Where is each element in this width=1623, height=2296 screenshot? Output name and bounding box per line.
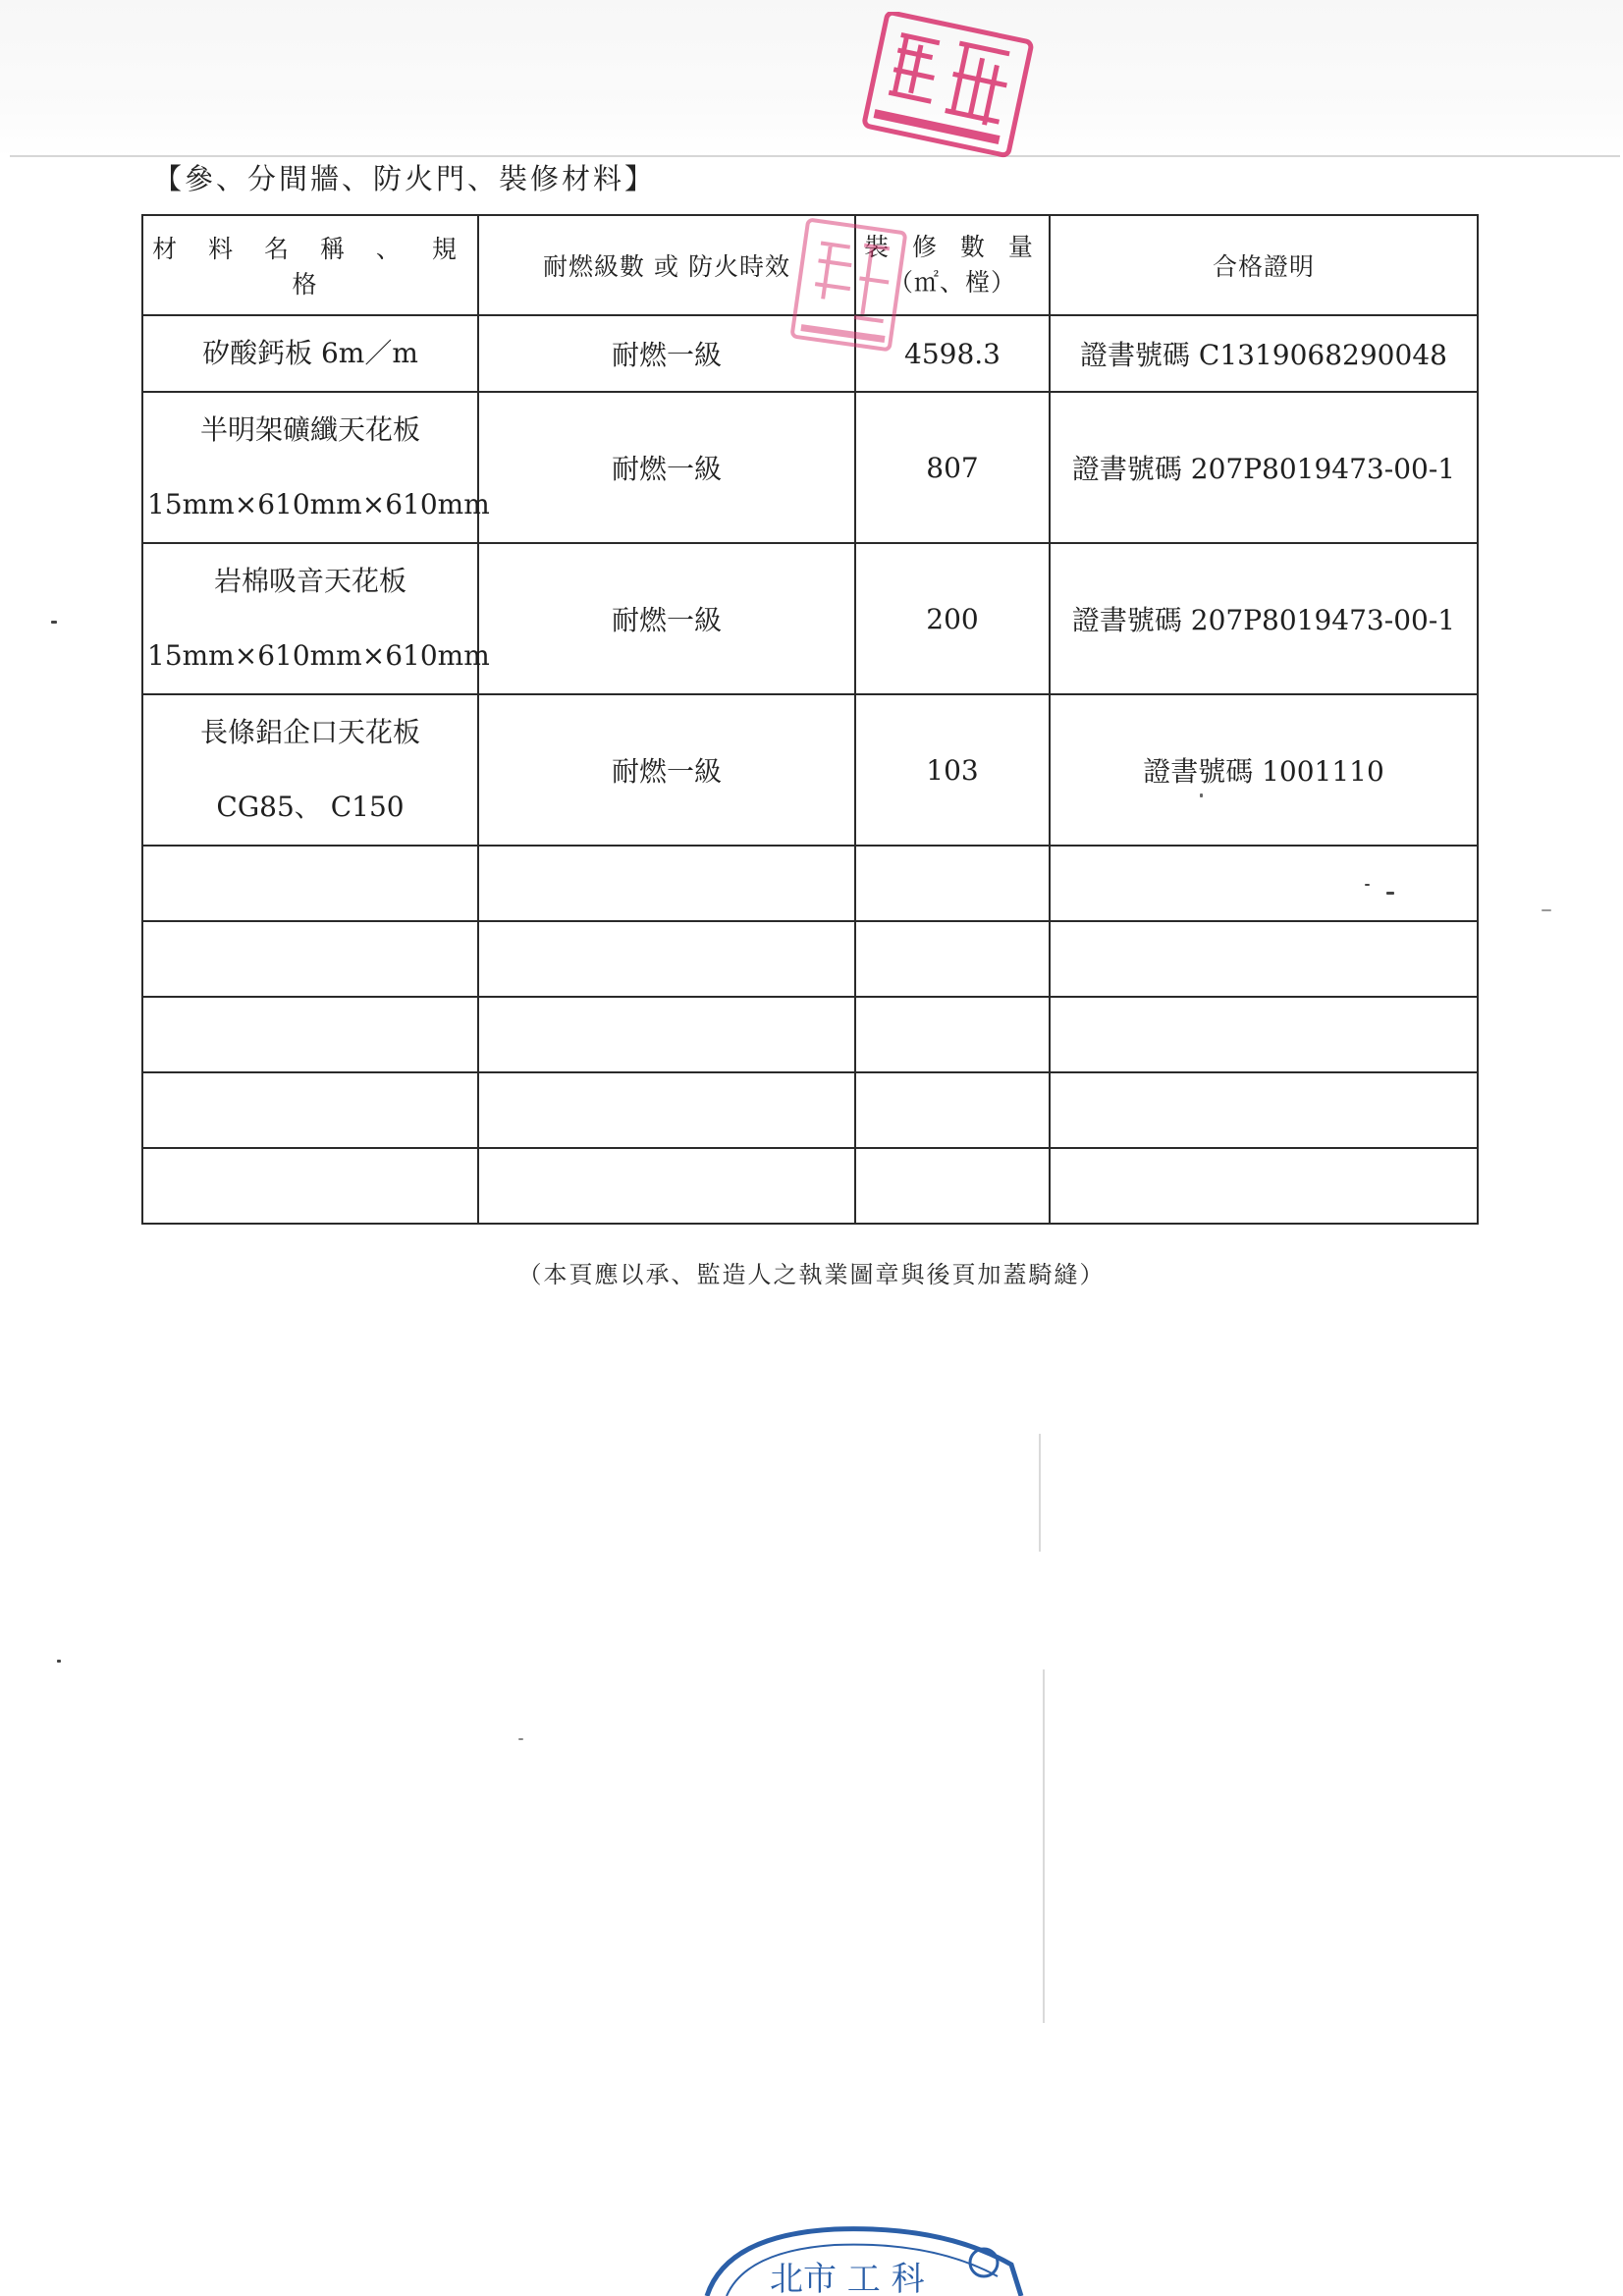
empty-table-row [142,997,1478,1072]
empty-cell [855,997,1050,1072]
header-certificate: 合格證明 [1050,215,1478,315]
certificate-cell: 證書號碼 207P8019473-00-1 [1050,392,1478,543]
fire-rating-cell: 耐燃一級 [478,543,855,694]
seal-stamp-top [852,12,1039,159]
material-spec: 15mm×610mm×610mm [147,488,490,520]
fire-rating-cell: 耐燃一級 [478,392,855,543]
empty-cell [855,846,1050,921]
empty-cell [855,921,1050,997]
seal-stamp-bottom [687,2225,1041,2296]
scan-faint-line [1039,1434,1041,1552]
empty-table-row [142,921,1478,997]
material-cell [142,694,478,846]
material-name: 半明架礦纖天花板 [199,413,420,446]
scan-speck [57,1660,61,1663]
scan-speck [1200,793,1203,797]
scan-speck [518,1738,523,1740]
empty-cell [855,1072,1050,1148]
empty-cell [1050,1072,1478,1148]
certificate-cell: 證書號碼 1001110 [1050,694,1478,846]
empty-cell [478,997,855,1072]
seal-stamp-overlap [785,214,913,361]
empty-cell [1050,1148,1478,1224]
material-name: 長條鋁企口天花板 [199,716,420,748]
scan-speck [51,621,57,624]
material-spec: 15mm×610mm×610mm [147,639,490,672]
footnote: （本頁應以承、監造人之執業圖章與後頁加蓋騎縫） [517,1261,1106,1288]
empty-table-row [142,1072,1478,1148]
quantity-cell: 103 [855,694,1050,846]
material-cell [142,543,490,694]
certificate-cell: 證書號碼 207P8019473-00-1 [1050,543,1478,694]
section-title: 【參、分間牆、防火門、裝修材料】 [153,162,657,195]
empty-cell [855,1148,1050,1224]
fire-rating-cell: 耐燃一級 [478,315,855,392]
empty-cell [478,1148,855,1224]
empty-cell [142,921,478,997]
fire-rating-cell: 耐燃一級 [478,694,855,846]
scan-top-shading [0,0,1623,157]
empty-cell [142,1072,478,1148]
empty-cell [478,1072,855,1148]
table-row [142,694,1478,846]
material-name: 岩棉吸音天花板 [213,565,406,597]
scan-faint-line [1043,1669,1045,2023]
empty-cell [478,921,855,997]
quantity-cell: 200 [855,543,1050,694]
table-row [142,543,1478,694]
empty-cell [1050,921,1478,997]
empty-cell [142,997,478,1072]
header-quantity-line1: 裝 修 數 量 [864,233,1041,261]
bottom-stamp-text: 北市 工 科 [770,2260,925,2296]
material-cell [142,392,490,543]
material-cell [142,315,478,392]
empty-cell [478,846,855,921]
empty-cell [142,1148,478,1224]
material-spec: CG85、 C150 [216,791,405,823]
empty-table-row [142,846,1478,921]
materials-table [141,214,1479,1225]
scan-speck [1542,909,1551,911]
certificate-cell: 證書號碼 C1319068290048 [1050,315,1478,392]
table-row [142,392,1478,543]
header-material: 材 料 名 稱 、 規 格 [142,215,478,315]
quantity-cell: 4598.3 [855,315,1050,392]
scan-speck [1386,892,1394,895]
empty-table-row [142,1148,1478,1224]
empty-cell [1050,846,1478,921]
material-name: 矽酸鈣板 6m／m [202,337,418,369]
header-fire-rating: 耐燃級數 或 防火時效 [478,215,855,315]
empty-cell [142,846,478,921]
quantity-cell: 807 [855,392,1050,543]
header-quantity-line2: （㎡、樘） [888,268,1016,297]
scan-speck [1365,884,1370,886]
empty-cell [1050,997,1478,1072]
